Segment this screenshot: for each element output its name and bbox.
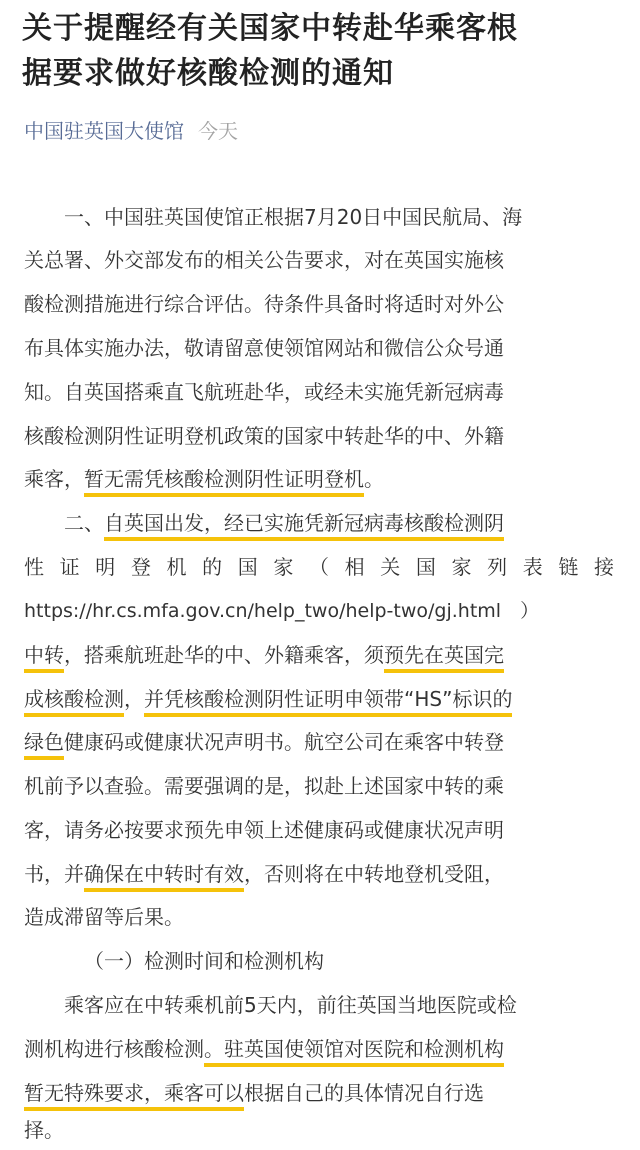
paragraph-line bbox=[24, 1034, 504, 1064]
paragraph-line bbox=[24, 727, 504, 757]
highlighted-text: 预先在英国完 bbox=[384, 643, 504, 673]
highlighted-text: 自英国出发，经已实施凭新冠病毒核酸检测阴 bbox=[104, 511, 504, 541]
text-run: 测机构进行核酸检测 bbox=[24, 1037, 204, 1061]
paragraph-line: 机前予以查验。需要强调的是，拟赴上述国家中转的乘 bbox=[24, 774, 504, 798]
section-heading: （一）检测时间和检测机构 bbox=[84, 949, 324, 973]
highlighted-text: 绿色 bbox=[24, 730, 64, 760]
highlighted-text: 乘客可以 bbox=[164, 1081, 244, 1111]
text-run: 乘客， bbox=[24, 467, 84, 491]
paragraph-line: 布具体实施办法，敬请留意使领馆网站和微信公众号通 bbox=[24, 336, 504, 360]
highlighted-text: 确保在中转时有效 bbox=[84, 862, 244, 892]
text-run: ，否则将在中转地登机受阻， bbox=[244, 862, 504, 886]
text-run: 二、 bbox=[64, 511, 104, 535]
paragraph-line: 性 证 明 登 机 的 国 家 （ 相 关 国 家 列 表 链 接 bbox=[24, 555, 614, 579]
text-run: 。 bbox=[364, 467, 384, 491]
text-run: ， bbox=[124, 687, 144, 711]
article-title-line-2: 据要求做好核酸检测的通知 bbox=[22, 56, 394, 91]
highlighted-text: 中转 bbox=[24, 643, 64, 673]
highlighted-text: 并凭核酸检测阴性证明申领带“HS”标识的 bbox=[144, 687, 512, 717]
text-run: ，搭乘航班赴华的中、外籍乘客，须 bbox=[64, 643, 384, 667]
highlighted-text: 暂无特殊要求， bbox=[24, 1081, 164, 1111]
paragraph-line: 一、中国驻英国使馆正根据7月20日中国民航局、海 bbox=[64, 205, 523, 229]
highlighted-text: 成核酸检测 bbox=[24, 687, 124, 717]
paragraph-line: 择。 bbox=[24, 1118, 64, 1142]
paragraph-line bbox=[24, 684, 512, 714]
paragraph-line bbox=[24, 1078, 484, 1108]
paragraph-line: 乘客应在中转乘机前5天内，前往英国当地医院或检 bbox=[64, 993, 517, 1017]
related-countries-link[interactable]: https://hr.cs.mfa.gov.cn/help_two/help-two/gj.html ） bbox=[24, 600, 540, 622]
paragraph-line: 关总署、外交部发布的相关公告要求，对在英国实施核 bbox=[24, 248, 504, 272]
paragraph-line: 造成滞留等后果。 bbox=[24, 905, 184, 929]
text-run: 健康码或健康状况声明书。航空公司在乘客中转登 bbox=[64, 730, 504, 754]
account-name-link[interactable]: 中国驻英国大使馆 bbox=[24, 119, 184, 143]
text-run: 书，并 bbox=[24, 862, 84, 886]
paragraph-line bbox=[24, 859, 504, 889]
paragraph-line bbox=[24, 640, 504, 670]
paragraph-line: 核酸检测阴性证明登机政策的国家中转赴华的中、外籍 bbox=[24, 424, 504, 448]
paragraph-line bbox=[24, 464, 384, 494]
paragraph-line: 知。自英国搭乘直飞航班赴华，或经未实施凭新冠病毒 bbox=[24, 380, 504, 404]
highlighted-text: 。驻英国使领馆对医院和检测机构 bbox=[204, 1037, 504, 1067]
paragraph-line: 客，请务必按要求预先申领上述健康码或健康状况声明 bbox=[24, 818, 504, 842]
publish-date: 今天 bbox=[198, 119, 238, 143]
article-title bbox=[22, 6, 622, 96]
paragraph-line bbox=[64, 508, 504, 538]
highlighted-text: 暂无需凭核酸检测阴性证明登机 bbox=[84, 467, 364, 497]
paragraph-line: 酸检测措施进行综合评估。待条件具备时将适时对外公 bbox=[24, 292, 504, 316]
article-title-line-1: 关于提醒经有关国家中转赴华乘客根 bbox=[22, 11, 518, 46]
text-run: 根据自己的具体情况自行选 bbox=[244, 1081, 484, 1105]
article-meta bbox=[24, 116, 238, 146]
